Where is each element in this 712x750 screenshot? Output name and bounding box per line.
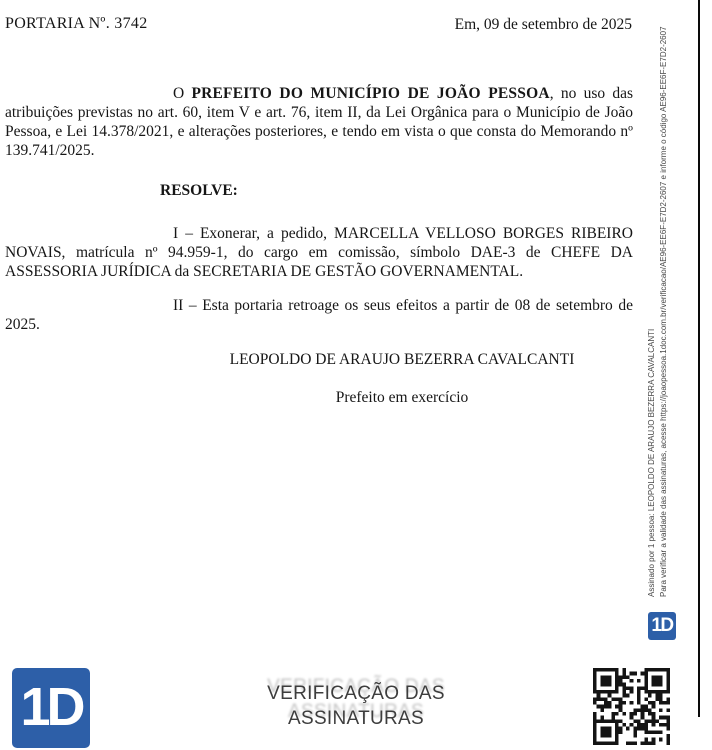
verification-heading-line1: VERIFICAÇÃO DAS: [267, 683, 445, 704]
sidebar-verification-url-text: Para verificar a validade das assinaturas, acesse https://joaopessoa.1doc.com.br/verificacao/AE96-EE6F-E7D2-2607 e informe o código AE96-EE6F-E7D2-2607: [659, 26, 668, 597]
item-2-paragraph: II – Esta portaria retroage os seus efeitos a partir de 08 de setembro de 2025.: [5, 297, 633, 333]
document-date: Em, 09 de setembro de 2025: [454, 16, 632, 33]
portaria-number: PORTARIA Nº. 3742: [5, 15, 148, 32]
item-1-paragraph: I – Exonerar, a pedido, MARCELLA VELLOSO BORGES RIBEIRO NOVAIS, matrícula nº 94.959-1, do cargo em comissão, símbolo DAE-3 de CHEFE DA ASSESSORIA JURÍDICA da SECRETARIA DE GESTÃO GOVERNAMENTAL.: [5, 225, 633, 280]
resolve-label: RESOLVE:: [160, 182, 238, 199]
page-edge-divider: [698, 0, 700, 717]
sidebar-signed-by-text: Assinado por 1 pessoa: LEOPOLDO DE ARAUJO BEZERRA CAVALCANTI: [647, 328, 656, 597]
preamble-rest: , no uso das atribuições previstas no art. 60, item V e art. 76, item II, da Lei Orgânica para o Município de João Pessoa, e Lei 14.378/2021, e alterações posteriores, e tendo em vista o que consta do Memorando nº 139.741/2025.: [5, 85, 634, 159]
signatory-role: Prefeito em exercício: [335, 389, 469, 406]
preamble-authority-name: PREFEITO DO MUNICÍPIO DE JOÃO PESSOA: [191, 85, 550, 102]
1doc-logo-small-icon: 1D: [648, 612, 676, 640]
verification-heading: [206, 681, 506, 731]
1doc-logo-large-icon: 1D: [12, 668, 90, 748]
preamble-paragraph: [5, 84, 633, 160]
signatory-name: LEOPOLDO DE ARAUJO BEZERRA CAVALCANTI: [229, 351, 575, 368]
verification-heading-line2: ASSINATURAS: [288, 708, 424, 729]
preamble-lead: O: [173, 85, 192, 102]
qr-code: [593, 668, 670, 745]
